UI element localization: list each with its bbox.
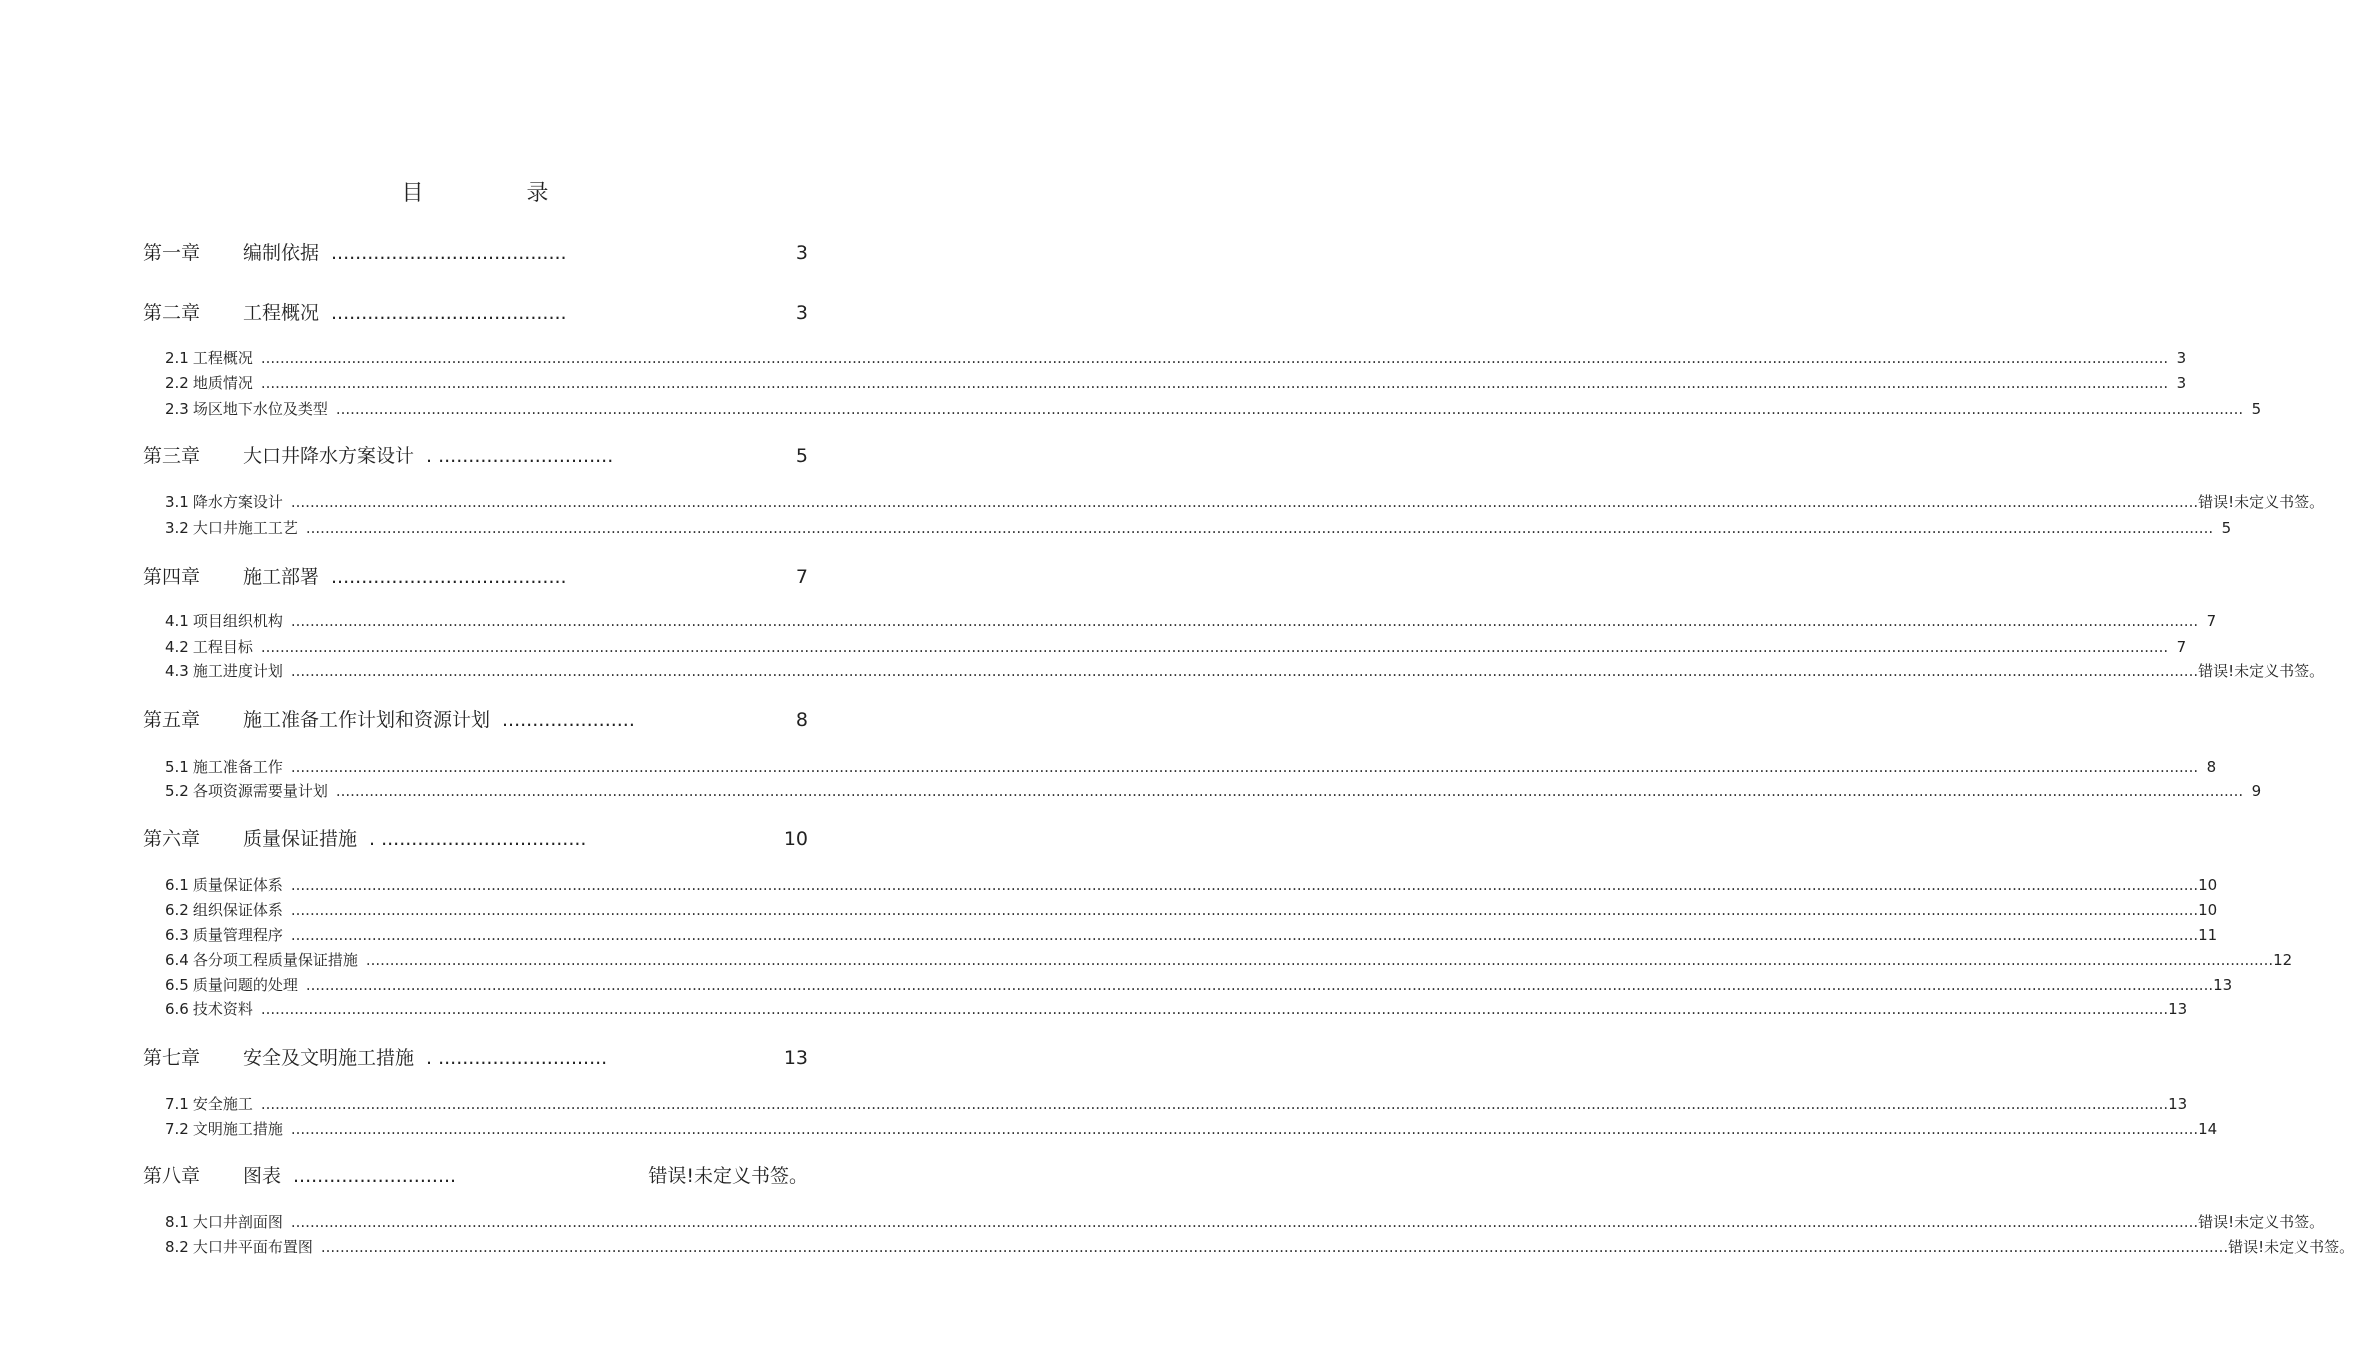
entry-page-number: 10	[2198, 901, 2218, 919]
entry-number: 2.1	[165, 349, 189, 367]
entry-number: 第一章	[143, 242, 201, 264]
dot-leader: .......................................	[331, 242, 567, 264]
toc-section-entry[interactable]: 4.3 施工进度计划 ................................................................................................................................................................................................................................................................................................................................................................................................................ 错误!未定义书签。	[165, 662, 2325, 680]
dot-leader: ................................................................................................................................................................................................................................................................................................................................................................................................................	[260, 1095, 2169, 1113]
toc-chapter-entry[interactable]	[143, 238, 808, 265]
dot-leader: ................................................................................................................................................................................................................................................................................................................................................................................................................	[260, 1000, 2169, 1018]
entry-title: 大口井剖面图	[192, 1213, 283, 1231]
toc-chapter-entry[interactable]	[143, 705, 808, 732]
toc-chapter-entry[interactable]	[143, 824, 808, 851]
entry-title: 安全施工	[192, 1095, 253, 1113]
entry-number: 第三章	[143, 445, 201, 467]
entry-page-number: 10	[783, 828, 808, 850]
entry-page-number: 9	[2251, 782, 2262, 800]
toc-section-entry[interactable]	[165, 1093, 2188, 1114]
toc-section-entry[interactable]: 8.2 大口井平面布置图 ................................................................................................................................................................................................................................................................................................................................................................................................................ 错误!未定义书签。	[165, 1238, 2354, 1256]
entry-number: 8.1	[165, 1213, 189, 1231]
toc-chapter-entry[interactable]	[143, 298, 808, 325]
entry-title: 质量保证体系	[192, 876, 283, 894]
entry-title: 地质情况	[192, 374, 253, 392]
entry-title: 质量管理程序	[192, 926, 283, 944]
entry-title: 施工准备工作计划和资源计划	[243, 709, 491, 731]
entry-title: 项目组织机构	[192, 612, 283, 630]
dot-leader: . ..................................	[369, 828, 587, 850]
entry-number: 6.4	[165, 951, 189, 969]
entry-title: 工程概况	[243, 302, 320, 324]
entry-page-number: 3	[795, 302, 808, 324]
entry-number: 第五章	[143, 709, 201, 731]
entry-number: 第六章	[143, 828, 201, 850]
entry-number: 第八章	[143, 1165, 201, 1187]
toc-chapter-entry[interactable]	[143, 1043, 808, 1070]
dot-leader: ................................................................................................................................................................................................................................................................................................................................................................................................................	[260, 638, 2169, 656]
toc-section-entry[interactable]	[165, 780, 2262, 801]
entry-title: 施工进度计划	[192, 662, 283, 680]
entry-title: 降水方案设计	[192, 493, 283, 511]
entry-page-number: 13	[783, 1047, 808, 1069]
entry-number: 8.2	[165, 1238, 189, 1256]
toc-section-entry[interactable]	[165, 899, 2218, 920]
toc-section-entry[interactable]	[165, 517, 2232, 538]
toc-section-entry[interactable]	[165, 398, 2262, 419]
entry-page-number: 5	[795, 445, 808, 467]
entry-number: 3.1	[165, 493, 189, 511]
entry-number: 7.2	[165, 1120, 189, 1138]
entry-page-number: 13	[2168, 1095, 2188, 1113]
entry-page-number: 13	[2213, 976, 2233, 994]
entry-title: 编制依据	[243, 242, 320, 264]
entry-title: 大口井降水方案设计	[243, 445, 415, 467]
toc-section-entry[interactable]	[165, 949, 2293, 970]
toc-section-entry[interactable]	[165, 636, 2187, 657]
entry-page-number: 7	[2206, 612, 2217, 630]
toc-section-entry[interactable]	[165, 874, 2218, 895]
dot-leader: ................................................................................................................................................................................................................................................................................................................................................................................................................	[290, 1213, 2199, 1231]
entry-title: 工程概况	[192, 349, 253, 367]
entry-number: 6.5	[165, 976, 189, 994]
dot-leader: ................................................................................................................................................................................................................................................................................................................................................................................................................	[335, 400, 2244, 418]
entry-number: 2.3	[165, 400, 189, 418]
dot-leader: .......................................	[331, 302, 567, 324]
dot-leader: ................................................................................................................................................................................................................................................................................................................................................................................................................	[290, 1120, 2199, 1138]
dot-leader: ................................................................................................................................................................................................................................................................................................................................................................................................................	[290, 901, 2199, 919]
page-title: 目 录	[401, 181, 597, 206]
entry-number: 3.2	[165, 519, 189, 537]
entry-number: 6.6	[165, 1000, 189, 1018]
entry-title: 大口井平面布置图	[192, 1238, 313, 1256]
dot-leader: ................................................................................................................................................................................................................................................................................................................................................................................................................	[305, 519, 2214, 537]
entry-number: 第二章	[143, 302, 201, 324]
entry-title: 技术资料	[192, 1000, 253, 1018]
entry-title: 安全及文明施工措施	[243, 1047, 415, 1069]
entry-number: 4.3	[165, 662, 189, 680]
dot-leader: ................................................................................................................................................................................................................................................................................................................................................................................................................	[260, 349, 2169, 367]
dot-leader: ......................	[502, 709, 635, 731]
toc-section-entry[interactable]	[165, 610, 2217, 631]
dot-leader: ................................................................................................................................................................................................................................................................................................................................................................................................................	[290, 758, 2199, 776]
entry-title: 质量保证措施	[243, 828, 358, 850]
dot-leader: . .............................	[426, 445, 614, 467]
toc-section-entry[interactable]	[165, 924, 2218, 945]
dot-leader: ................................................................................................................................................................................................................................................................................................................................................................................................................	[335, 782, 2244, 800]
entry-page-number: 7	[795, 566, 808, 588]
entry-number: 6.3	[165, 926, 189, 944]
toc-chapter-entry[interactable]	[143, 1161, 808, 1188]
entry-number: 5.1	[165, 758, 189, 776]
entry-title: 图表	[243, 1165, 282, 1187]
dot-leader: ................................................................................................................................................................................................................................................................................................................................................................................................................	[320, 1238, 2229, 1256]
entry-number: 7.1	[165, 1095, 189, 1113]
toc-section-entry[interactable]: 8.1 大口井剖面图 ................................................................................................................................................................................................................................................................................................................................................................................................................ 错误!未定义书签。	[165, 1213, 2325, 1231]
entry-page-number: 13	[2168, 1000, 2188, 1018]
toc-section-entry[interactable]	[165, 1118, 2218, 1139]
entry-page-number: 3	[795, 242, 808, 264]
entry-title: 施工部署	[243, 566, 320, 588]
dot-leader: ................................................................................................................................................................................................................................................................................................................................................................................................................	[290, 876, 2199, 894]
entry-number: 6.1	[165, 876, 189, 894]
entry-number: 5.2	[165, 782, 189, 800]
toc-section-entry[interactable]	[165, 347, 2187, 368]
entry-page-number: 7	[2176, 638, 2187, 656]
entry-page-number: 8	[2206, 758, 2217, 776]
toc-section-entry[interactable]	[165, 756, 2217, 777]
entry-page-number: 3	[2176, 349, 2187, 367]
entry-title: 组织保证体系	[192, 901, 283, 919]
entry-title: 施工准备工作	[192, 758, 283, 776]
entry-number: 第七章	[143, 1047, 201, 1069]
toc-section-entry[interactable]	[165, 998, 2188, 1019]
entry-title: 大口井施工工艺	[192, 519, 298, 537]
dot-leader: ................................................................................................................................................................................................................................................................................................................................................................................................................	[290, 612, 2199, 630]
entry-title: 质量问题的处理	[192, 976, 298, 994]
entry-title: 工程目标	[192, 638, 253, 656]
toc-chapter-entry[interactable]	[143, 441, 808, 468]
entry-page-number: 5	[2221, 519, 2232, 537]
dot-leader: ...........................	[293, 1165, 457, 1187]
entry-title: 各项资源需要量计划	[192, 782, 328, 800]
entry-number: 4.1	[165, 612, 189, 630]
dot-leader: ................................................................................................................................................................................................................................................................................................................................................................................................................	[260, 374, 2169, 392]
toc-section-entry[interactable]	[165, 372, 2187, 393]
dot-leader: ................................................................................................................................................................................................................................................................................................................................................................................................................	[365, 951, 2274, 969]
entry-number: 2.2	[165, 374, 189, 392]
dot-leader: ................................................................................................................................................................................................................................................................................................................................................................................................................	[290, 926, 2199, 944]
entry-page-number: 14	[2198, 1120, 2218, 1138]
entry-page-number: 11	[2198, 926, 2218, 944]
toc-section-entry[interactable]: 3.1 降水方案设计 ................................................................................................................................................................................................................................................................................................................................................................................................................ 错误!未定义书签。	[165, 493, 2325, 511]
dot-leader: ................................................................................................................................................................................................................................................................................................................................................................................................................	[305, 976, 2214, 994]
dot-leader: ................................................................................................................................................................................................................................................................................................................................................................................................................	[290, 662, 2199, 680]
toc-section-entry[interactable]	[165, 974, 2233, 995]
dot-leader: .......................................	[331, 566, 567, 588]
entry-number: 第四章	[143, 566, 201, 588]
entry-page-number: 3	[2176, 374, 2187, 392]
entry-page-number: 错误!未定义书签。	[648, 1165, 808, 1187]
entry-number: 4.2	[165, 638, 189, 656]
toc-chapter-entry[interactable]	[143, 562, 808, 589]
entry-title: 各分项工程质量保证措施	[192, 951, 358, 969]
entry-number: 6.2	[165, 901, 189, 919]
dot-leader: . ............................	[426, 1047, 608, 1069]
entry-page-number: 10	[2198, 876, 2218, 894]
entry-page-number: 8	[795, 709, 808, 731]
entry-page-number: 5	[2251, 400, 2262, 418]
dot-leader: ................................................................................................................................................................................................................................................................................................................................................................................................................	[290, 493, 2199, 511]
entry-title: 文明施工措施	[192, 1120, 283, 1138]
entry-title: 场区地下水位及类型	[192, 400, 328, 418]
entry-page-number: 12	[2273, 951, 2293, 969]
